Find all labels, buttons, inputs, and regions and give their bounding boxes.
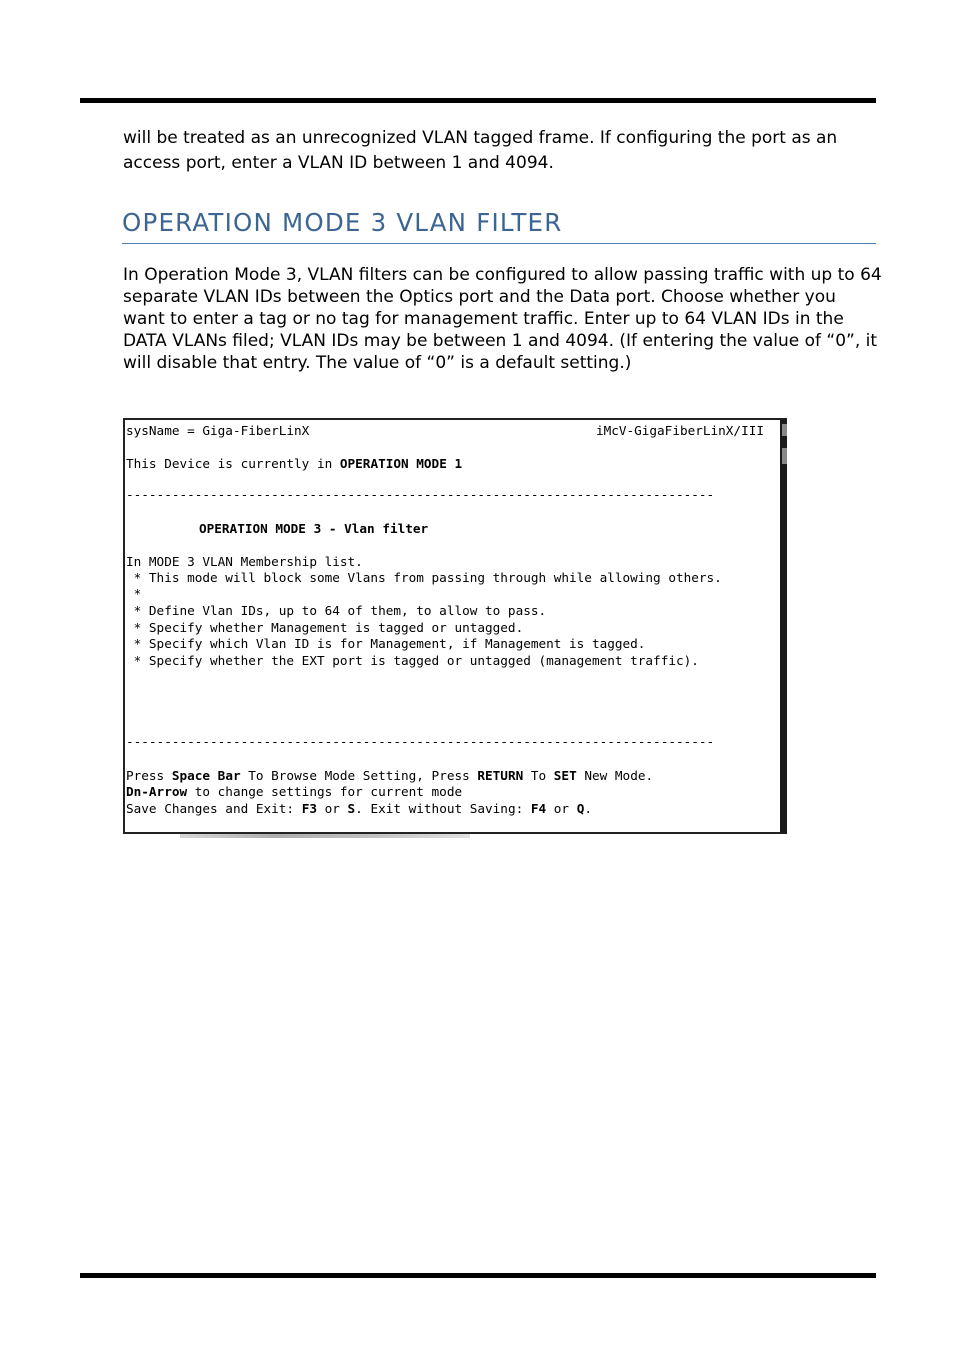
separator-bottom: ----------------------------------------------------------------------------- (126, 734, 715, 749)
help-line-1 (126, 768, 653, 784)
help-text: or (546, 801, 577, 816)
help-text: New Mode. (576, 768, 654, 783)
bullet-line: * This mode will block some Vlans from passing through while allowing others. (126, 570, 722, 585)
current-mode-line (126, 456, 462, 472)
key-set: SET (553, 768, 577, 783)
header-rule (80, 98, 876, 103)
help-text: Save Changes and Exit: (126, 801, 302, 816)
body-paragraph: In Operation Mode 3, VLAN filters can be configured to allow passing traffic with up to 64 separate VLAN IDs between the Optics port and the Data port. Choose whether you want to enter a tag or no tag for management traffic. Enter up to 64 VLAN IDs in the DATA VLANs filed; VLAN IDs may be between 1 and 4094. (If entering the value of “0”, it will disable that entry. The value of “0” is a default setting.) (123, 265, 882, 373)
bullet-line: * Define Vlan IDs, up to 64 of them, to allow to pass. (126, 603, 547, 618)
key-f3: F3 (301, 801, 317, 816)
bullet-line: * Specify which Vlan ID is for Management, if Management is tagged. (126, 636, 646, 651)
help-text: . Exit without Saving: (355, 801, 531, 816)
model-line: iMcV-GigaFiberLinX/III (595, 423, 764, 438)
help-text: to change settings for current mode (187, 784, 463, 799)
key-dn-arrow: Dn-Arrow (126, 784, 188, 799)
bullet-line: * (126, 586, 142, 601)
mode-title (199, 521, 428, 537)
mode-title-text: OPERATION MODE 3 - Vlan filter (199, 521, 429, 536)
bullet-line: * Specify whether Management is tagged or untagged. (126, 620, 524, 635)
key-f4: F4 (530, 801, 547, 816)
section-heading: OPERATION MODE 3 VLAN FILTER (122, 208, 876, 244)
scrollbar-mark (782, 424, 787, 436)
key-q: Q (576, 801, 585, 816)
bullet-line: * Specify whether the EXT port is tagged or untagged (management traffic). (126, 653, 699, 668)
help-text: To (523, 768, 554, 783)
intro-paragraph: will be treated as an unrecognized VLAN tagged frame. If configuring the port as an access port, enter a VLAN ID between 1 and 4094. (123, 128, 838, 173)
help-line-2 (126, 784, 462, 800)
sysname-line: sysName = Giga-FiberLinX (126, 423, 310, 438)
key-s: S (347, 801, 356, 816)
help-text: or (316, 801, 348, 816)
help-text: To Browse Mode Setting, Press (240, 768, 478, 783)
membership-line: In MODE 3 VLAN Membership list. (126, 554, 363, 569)
help-text: Press (126, 768, 172, 783)
current-mode-prefix: This Device is currently in (126, 456, 340, 471)
scrollbar-mark (782, 448, 787, 464)
current-mode-value: OPERATION MODE 1 (339, 456, 463, 471)
terminal-screenshot (123, 418, 787, 834)
help-line-3 (126, 801, 592, 817)
key-return: RETURN (477, 768, 524, 783)
separator-top: ----------------------------------------------------------------------------- (126, 487, 715, 502)
footer-rule (80, 1273, 876, 1278)
help-text: . (584, 801, 592, 816)
key-space-bar: Space Bar (171, 768, 241, 783)
screenshot-bottom-shadow (180, 834, 470, 838)
